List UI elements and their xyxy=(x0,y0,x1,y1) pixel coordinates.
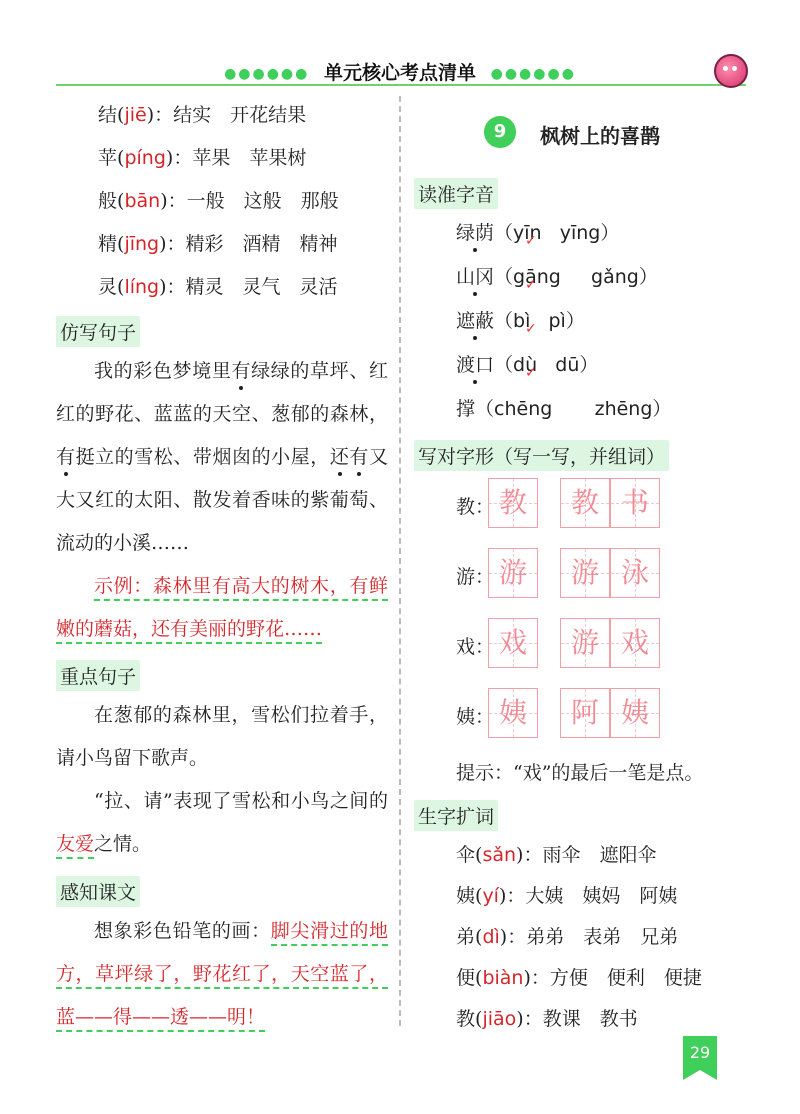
writing-grid: 游 xyxy=(560,548,610,598)
key-sentence: 在葱郁的森林里，雪松们拉着手，请小鸟留下歌声。 xyxy=(56,704,388,769)
expand-entry: 教(jiāo)：教课 教书 xyxy=(456,1008,638,1030)
reading-item: 绿荫（yīn ✓ yīng） xyxy=(456,218,619,245)
section-title-perceive: 感知课文 xyxy=(56,876,140,907)
writing-grid: 阿 xyxy=(560,688,610,738)
writing-grid: 游 xyxy=(560,618,610,668)
expand-entry: 便(biàn)：方便 便利 便捷 xyxy=(456,967,702,989)
header xyxy=(0,58,800,85)
page-number-tab xyxy=(683,1070,717,1080)
word-entry: 结(jiē)：结实 开花结果 xyxy=(98,104,307,126)
header-title: 单元核心考点清单 xyxy=(323,62,476,84)
reading-item: 遮蔽（bì ✓ pì） xyxy=(456,306,585,333)
writing-hint: 提示：“戏”的最后一笔是点。 xyxy=(456,762,704,784)
writing-grid: 姨 xyxy=(488,688,538,738)
section-title-writing: 写对字形（写一写，并组词） xyxy=(414,440,669,471)
reading-item: 山冈（gāng ✓ gǎng） xyxy=(456,262,658,289)
writing-grid: 书 xyxy=(610,478,660,528)
column-divider xyxy=(399,96,401,1026)
writing-grid: 戏 xyxy=(488,618,538,668)
section-title-expand: 生字扩词 xyxy=(414,800,498,831)
writing-grid: 教 xyxy=(488,478,538,528)
section-title-imitate: 仿写句子 xyxy=(56,316,140,347)
writing-label: 戏： xyxy=(456,636,495,658)
section-title-reading: 读准字音 xyxy=(414,178,498,209)
page-number: 29 xyxy=(683,1036,717,1070)
reading-item: 撑（chēng zhēng） xyxy=(456,398,672,420)
perceive-text: 想象彩色铅笔的画：脚尖滑过的地方，草坪绿了，野花红了，天空蓝了，蓝——得——透——明！ xyxy=(56,910,388,1039)
expand-entry: 伞(sǎn)：雨伞 遮阳伞 xyxy=(456,844,657,866)
imitate-paragraph: 我的彩色梦境里有绿绿的草坪、红红的野花、蓝蓝的天空、葱郁的森林，有挺立的雪松、带烟囱的小屋，还有又大又红的太阳、散发着香味的紫葡萄、流动的小溪…… xyxy=(56,360,388,554)
writing-label: 教： xyxy=(456,496,495,518)
writing-grid: 教 xyxy=(560,478,610,528)
word-entry: 灵(líng)：精灵 灵气 灵活 xyxy=(98,276,338,298)
writing-grid: 游 xyxy=(488,548,538,598)
header-dots-right: ●●●●●● xyxy=(490,65,576,82)
expand-entry: 姨(yí)：大姨 姨妈 阿姨 xyxy=(456,885,678,907)
word-entry: 精(jīng)：精彩 酒精 精神 xyxy=(98,233,338,255)
imitate-example: 示例：森林里有高大的树木，有鲜嫩的蘑菇，还有美丽的野花…… xyxy=(56,565,388,651)
word-entry: 般(bān)：一般 这般 那般 xyxy=(98,190,339,212)
mascot-icon xyxy=(714,54,748,88)
word-entry: 苹(píng)：苹果 苹果树 xyxy=(98,147,307,169)
lesson-title: 枫树上的喜鹊 xyxy=(540,124,660,148)
section-title-key: 重点句子 xyxy=(56,660,140,691)
writing-label: 游： xyxy=(456,566,495,588)
expand-entry: 弟(dì)：弟弟 表弟 兄弟 xyxy=(456,926,679,948)
writing-grid: 泳 xyxy=(610,548,660,598)
writing-grid: 戏 xyxy=(610,618,660,668)
header-dots-left: ●●●●●● xyxy=(224,65,310,82)
key-analysis: “拉、请”表现了雪松和小鸟之间的友爱之情。 xyxy=(56,780,388,866)
reading-item: 渡口（dù ✓ dū） xyxy=(456,350,598,377)
writing-label: 姨： xyxy=(456,706,495,728)
writing-grid: 姨 xyxy=(610,688,660,738)
lesson-number-badge: 9 xyxy=(484,116,516,148)
